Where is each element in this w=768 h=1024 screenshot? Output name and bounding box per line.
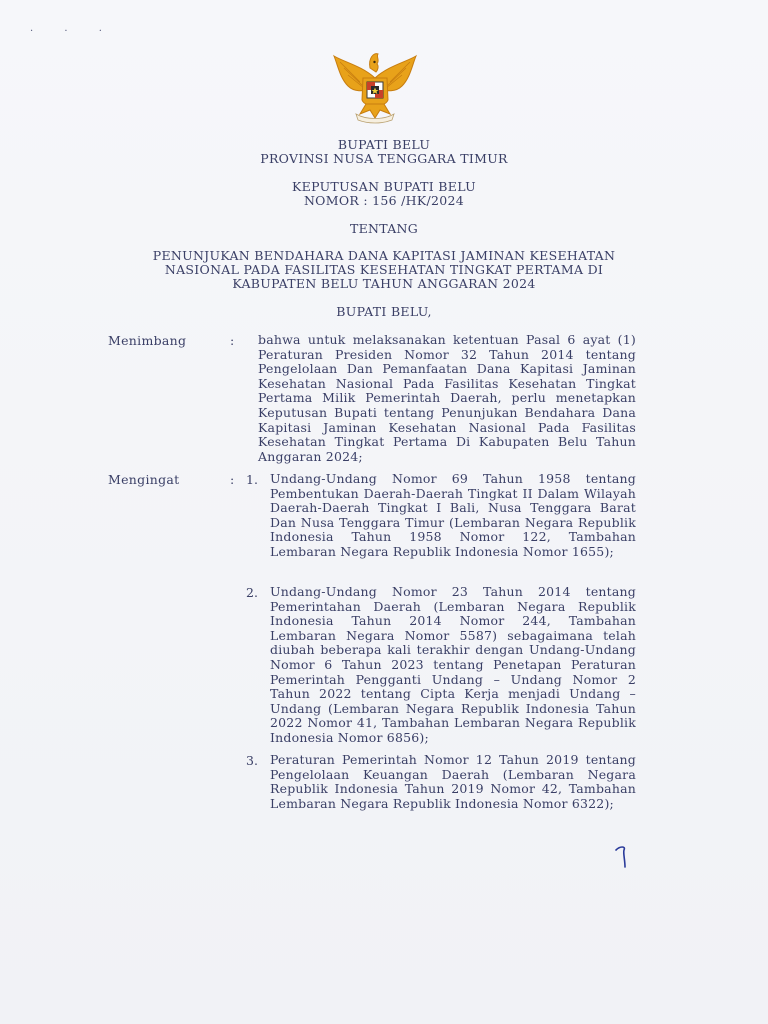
decree-number: NOMOR : 156 /HK/2024: [303, 193, 465, 208]
garuda-emblem-icon: [330, 48, 420, 124]
subject-line: KABUPATEN BELU TAHUN ANGGARAN 2024: [232, 276, 536, 291]
recalling-colon: :: [230, 472, 235, 487]
province-title: PROVINSI NUSA TENGGARA TIMUR: [260, 151, 508, 166]
list-item-number: 3.: [246, 753, 258, 768]
considering-colon: :: [230, 333, 235, 348]
considering-label: Menimbang: [108, 333, 187, 348]
list-item-number: 2.: [246, 585, 258, 600]
list-item: Undang-Undang Nomor 69 Tahun 1958 tentang Pembentukan Daerah-Daerah Tingkat II Dalam Wilayah Daerah-Daerah Tingkat I Bali, Nusa Tenggara Barat Dan Nusa Tenggara Timur (Lembaran Negara Republik Indonesia Tahun 1958 Nomor 122, Tambahan Lembaran Negara Republik Indonesia Nomor 1655);: [270, 471, 636, 559]
scan-marks: · · ·: [30, 26, 116, 37]
list-item: Undang-Undang Nomor 23 Tahun 2014 tentang Pemerintahan Daerah (Lembaran Negara Republik Indonesia Tahun 2014 Nomor 244, Tambahan Lembaran Negara Nomor 5587) sebagaimana telah diubah beberapa kali terakhir dengan Undang-Undang Nomor 6 Tahun 2023 tentang Penetapan Peraturan Pemerintah Pengganti Undang – Undang Nomor 2 Tahun 2022 tentang Cipta Kerja menjadi Undang – Undang (Lembaran Negara Republik Indonesia Tahun 2022 Nomor 41, Tambahan Lembaran Negara Republik Indonesia Nomor 6856);: [270, 584, 636, 745]
issuer-heading: BUPATI BELU,: [336, 304, 432, 319]
list-item: Peraturan Pemerintah Nomor 12 Tahun 2019 tentang Pengelolaan Keuangan Daerah (Lembaran Negara Republik Indonesia Tahun 2019 Nomor 42, Tambahan Lembaran Negara Republik Indonesia Nomor 6322);: [270, 752, 636, 811]
subject-line: PENUNJUKAN BENDAHARA DANA KAPITASI JAMINAN KESEHATAN: [152, 248, 616, 263]
considering-text: bahwa untuk melaksanakan ketentuan Pasal 6 ayat (1) Peraturan Presiden Nomor 32 Tahun 2014 tentang Pengelolaan Dan Pemanfaatan Dana Kapitasi Jaminan Kesehatan Nasional Pada Fasilitas Kesehatan Tingkat Pertama Milik Pemerintah Daerah, perlu menetapkan Keputusan Bupati tentang Penunjukan Bendahara Dana Kapitasi Jaminan Kesehatan Nasional Pada Fasilitas Kesehatan Tingkat Pertama Di Kabupaten Belu Tahun Anggaran 2024;: [258, 332, 636, 464]
list-item-number: 1.: [246, 472, 258, 487]
initial-signature-icon: [612, 840, 636, 870]
about-heading: TENTANG: [349, 221, 419, 236]
authority-title: BUPATI BELU: [337, 137, 431, 152]
recalling-label: Mengingat: [108, 472, 180, 487]
decree-title: KEPUTUSAN BUPATI BELU: [292, 179, 476, 194]
subject-line: NASIONAL PADA FASILITAS KESEHATAN TINGKAT PERTAMA DI: [164, 262, 604, 277]
